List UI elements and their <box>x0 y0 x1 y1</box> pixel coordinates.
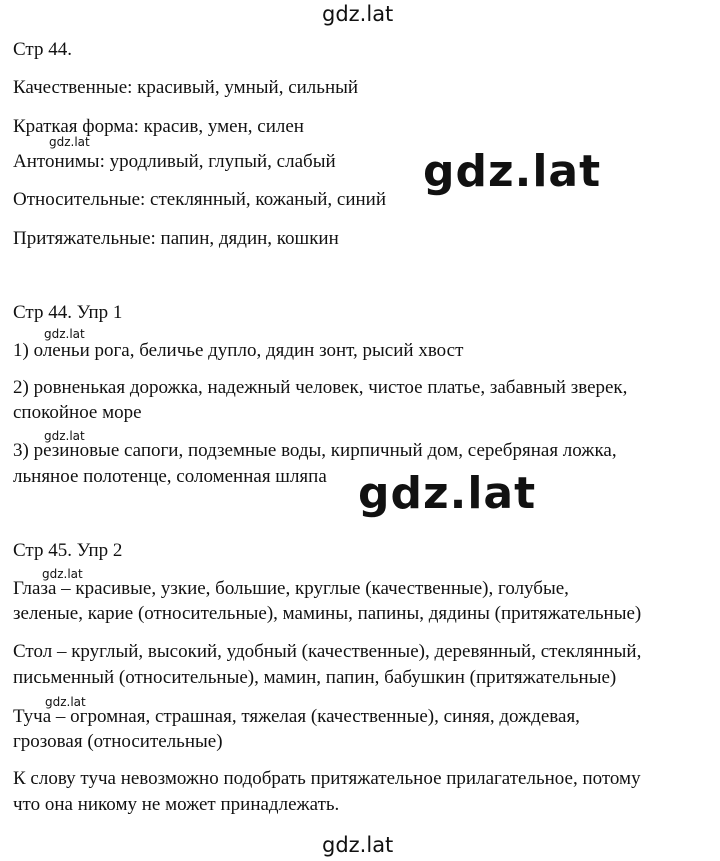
watermark-top: gdz.lat <box>322 2 394 26</box>
text-line-table: Стол – круглый, высокий, удобный (качественные), деревянный, стеклянный, <box>13 641 642 662</box>
text-line-item2: 2) ровненькая дорожка, надежный человек, чистое платье, забавный зверек, <box>13 377 628 398</box>
watermark-small: gdz.lat <box>42 567 83 581</box>
watermark-large: gdz.lat <box>423 146 602 197</box>
text-line-note-cont: что она никому не может принадлежать. <box>13 794 340 815</box>
watermark-small: gdz.lat <box>45 695 86 709</box>
text-line-possessive: Притяжательные: папин, дядин, кошкин <box>13 228 339 249</box>
watermark-bottom: gdz.lat <box>322 833 394 857</box>
text-line-item3-cont: льняное полотенце, соломенная шляпа <box>13 466 327 487</box>
watermark-large: gdz.lat <box>358 468 537 519</box>
watermark-small: gdz.lat <box>44 327 85 341</box>
text-line-short-form: Краткая форма: красив, умен, силен <box>13 116 304 137</box>
text-line-cloud: Туча – огромная, страшная, тяжелая (качественные), синяя, дождевая, <box>13 706 580 727</box>
text-line-antonyms: Антонимы: уродливый, глупый, слабый <box>13 151 336 172</box>
section-heading: Стр 45. Упр 2 <box>13 540 123 561</box>
text-line-item2-cont: спокойное море <box>13 402 142 423</box>
section-heading: Стр 44. Упр 1 <box>13 302 123 323</box>
watermark-small: gdz.lat <box>49 135 90 149</box>
text-line-table-cont: письменный (относительные), мамин, папин, бабушкин (притяжательные) <box>13 667 617 688</box>
text-line-item3: 3) резиновые сапоги, подземные воды, кирпичный дом, серебряная ложка, <box>13 440 617 461</box>
text-line-note: К слову туча невозможно подобрать притяжательное прилагательное, потому <box>13 768 641 789</box>
text-line-item1: 1) оленьи рога, беличье дупло, дядин зонт, рысий хвост <box>13 340 464 361</box>
text-line-cloud-cont: грозовая (относительные) <box>13 731 223 752</box>
section-heading: Стр 44. <box>13 39 72 60</box>
text-line-relative: Относительные: стеклянный, кожаный, синий <box>13 189 386 210</box>
text-line-eyes: Глаза – красивые, узкие, большие, круглые (качественные), голубые, <box>13 578 569 599</box>
text-line-qualitative: Качественные: красивый, умный, сильный <box>13 77 359 98</box>
text-line-eyes-cont: зеленые, карие (относительные), мамины, папины, дядины (притяжательные) <box>13 603 642 624</box>
watermark-small: gdz.lat <box>44 429 85 443</box>
